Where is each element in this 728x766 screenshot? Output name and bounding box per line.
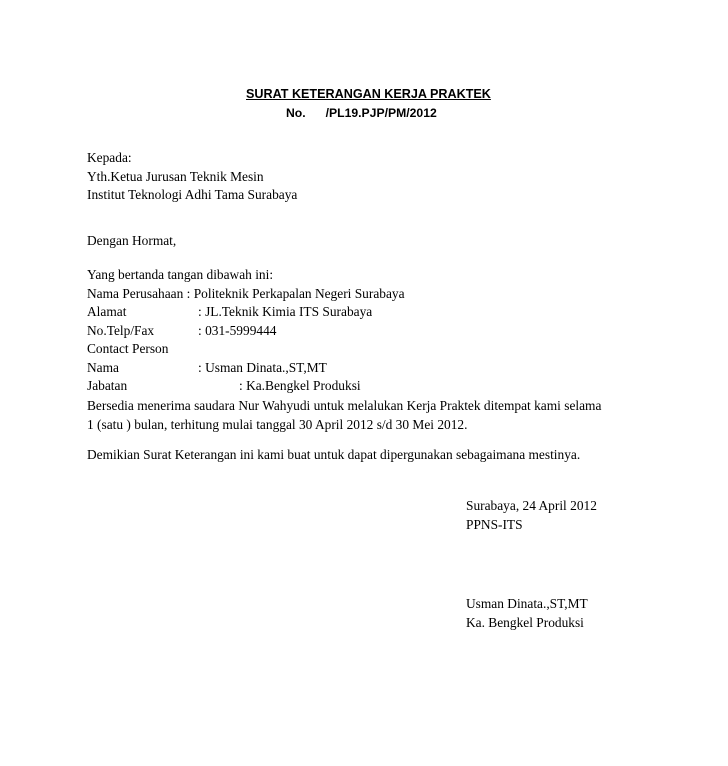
greeting (87, 232, 176, 251)
body-line-1: Bersedia menerima saudara Nur Wahyudi untuk melalukan Kerja Praktek ditempat kami selama (87, 398, 602, 413)
place-date: Surabaya, 24 April 2012 (466, 498, 597, 513)
contact-person-label: Contact Person (87, 341, 169, 356)
recipient-line-2: Institut Teknologi Adhi Tama Surabaya (87, 187, 298, 202)
letter-number-prefix: No. (286, 106, 306, 120)
signatory-details (87, 266, 405, 396)
position-row (87, 377, 405, 396)
body-line-2: 1 (satu ) bulan, terhitung mulai tanggal 30 April 2012 s/d 30 Mei 2012. (87, 416, 468, 432)
closing-text: Demikian Surat Keterangan ini kami buat untuk dapat dipergunakan sebagaimana mestinya. (87, 447, 581, 462)
closing-paragraph (87, 446, 580, 465)
body-paragraph (87, 397, 601, 434)
position-value: : Ka.Bengkel Produksi (239, 378, 361, 393)
phone-row (87, 322, 405, 341)
institution: PPNS-ITS (466, 516, 523, 532)
greeting-text: Dengan Hormat, (87, 233, 177, 248)
company-line: Nama Perusahaan : Politeknik Perkapalan Negeri Surabaya (87, 285, 405, 301)
address-value: : JL.Teknik Kimia ITS Surabaya (198, 304, 373, 319)
address-label: Alamat (87, 304, 127, 319)
letter-number (286, 106, 437, 120)
signer-name: Usman Dinata.,ST,MT (466, 596, 588, 611)
letter-title: SURAT KETERANGAN KERJA PRAKTEK (246, 87, 491, 101)
phone-value: : 031-5999444 (198, 322, 277, 338)
letter-number-value: /PL19.PJP/PM/2012 (325, 106, 437, 120)
position-label: Jabatan (87, 378, 128, 393)
recipient-block (87, 149, 297, 205)
intro-text: Yang bertanda tangan dibawah ini: (87, 267, 274, 282)
name-row (87, 359, 405, 378)
name-value: : Usman Dinata.,ST,MT (198, 359, 327, 375)
recipient-label: Kepada: (87, 150, 132, 165)
signer-title: Ka. Bengkel Produksi (466, 614, 584, 630)
signature-block (466, 595, 588, 632)
phone-label: No.Telp/Fax (87, 322, 155, 338)
name-label: Nama (87, 359, 119, 375)
address-row (87, 303, 405, 322)
place-date-block (466, 497, 597, 534)
recipient-line-1: Yth.Ketua Jurusan Teknik Mesin (87, 168, 264, 184)
